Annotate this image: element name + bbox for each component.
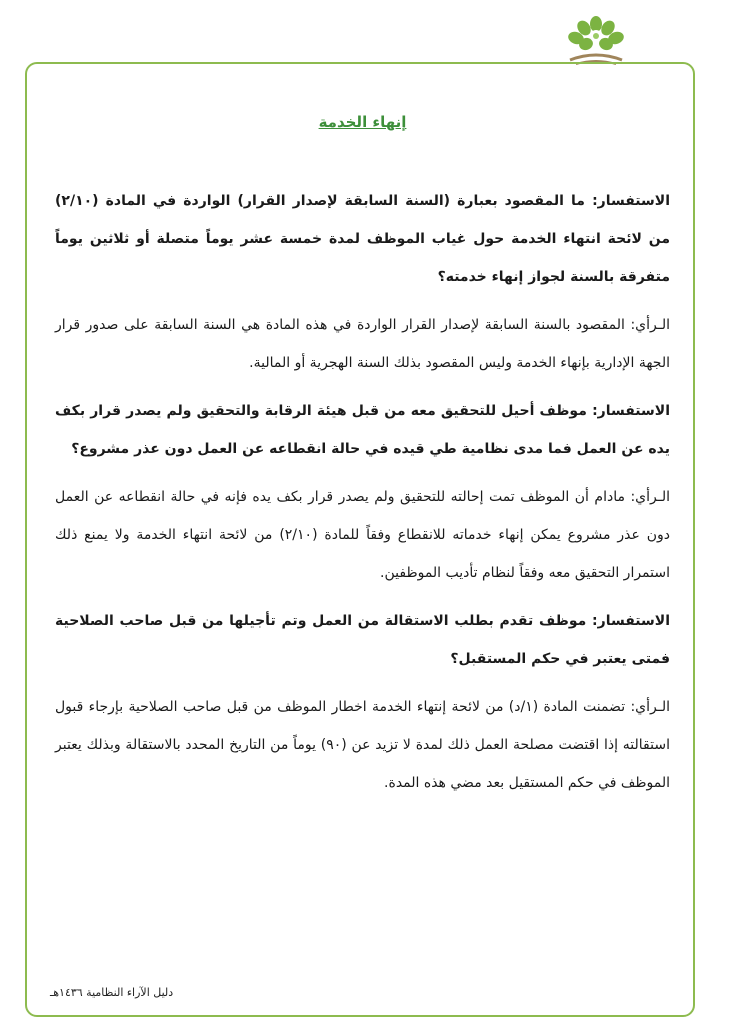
question-1 bbox=[55, 182, 670, 296]
answer-text: تضمنت المادة (١/د) من لائحة إنتهاء الخدمة اخطار الموظف من قبل صاحب الصلاحية بإرجاء قبول استقالته إذا اقتضت مصلحة العمل ذلك لمدة لا تزيد عن (٩٠) يوماً من التاريخ المحدد بالاستقالة وبذلك يعتبر الموظف في حكم المستقيل بعد مضي هذه المدة. bbox=[55, 699, 670, 791]
answer-label: الـرأي: bbox=[630, 317, 670, 333]
question-label: الاستفسار: bbox=[592, 193, 671, 209]
question-label: الاستفسار: bbox=[592, 613, 670, 629]
page-title: إنهاء الخدمة bbox=[318, 113, 407, 131]
question-label: الاستفسار: bbox=[592, 403, 671, 419]
question-text: ما المقصود بعبارة (السنة السابقة لإصدار القرار) الواردة في المادة (٢/١٠) من لائحة انتهاء الخدمة حول غياب الموظف لمدة خمسة عشر يوماً متصلة أو ثلاثين يوماً متفرقة بالسنة لجواز إنهاء خدمته؟ bbox=[55, 193, 670, 285]
answer-label: الـرأي: bbox=[630, 489, 671, 505]
answer-label: الـرأي: bbox=[630, 699, 671, 715]
answer-2 bbox=[55, 478, 670, 592]
question-text: موظف أحيل للتحقيق معه من قبل هيئة الرقابة والتحقيق ولم يصدر قرار بكف يده عن العمل فما مدى نظامية طي قيده في حالة انقطاعه عن العمل دون عذر مشروع؟ bbox=[55, 403, 670, 457]
answer-3 bbox=[55, 688, 670, 802]
question-2 bbox=[55, 392, 670, 468]
document-body bbox=[55, 110, 670, 802]
footer-text: دليل الآراء النظامية ١٤٣٦هـ bbox=[50, 986, 174, 999]
answer-text: مادام أن الموظف تمت إحالته للتحقيق ولم يصدر قرار بكف يده فإنه في حالة انقطاعه عن العمل دون عذر مشروع يمكن إنهاء خدماته للانقطاع وفقاً للمادة (٢/١٠) من لائحة انتهاء الخدمة ولا يمنع ذلك استمرار التحقيق معه وفقاً لنظام تأديب الموظفين. bbox=[55, 489, 670, 581]
answer-text: المقصود بالسنة السابقة لإصدار القرار الواردة في هذه المادة هي السنة السابقة على صدور قرار الجهة الإدارية بإنهاء الخدمة وليس المقصود بذلك السنة الهجرية أو المالية. bbox=[55, 317, 670, 371]
question-text: موظف تقدم بطلب الاستقالة من العمل وتم تأجيلها من قبل صاحب الصلاحية فمتى يعتبر في حكم المستقبل؟ bbox=[55, 613, 670, 667]
question-3 bbox=[55, 602, 670, 678]
answer-1 bbox=[55, 306, 670, 382]
